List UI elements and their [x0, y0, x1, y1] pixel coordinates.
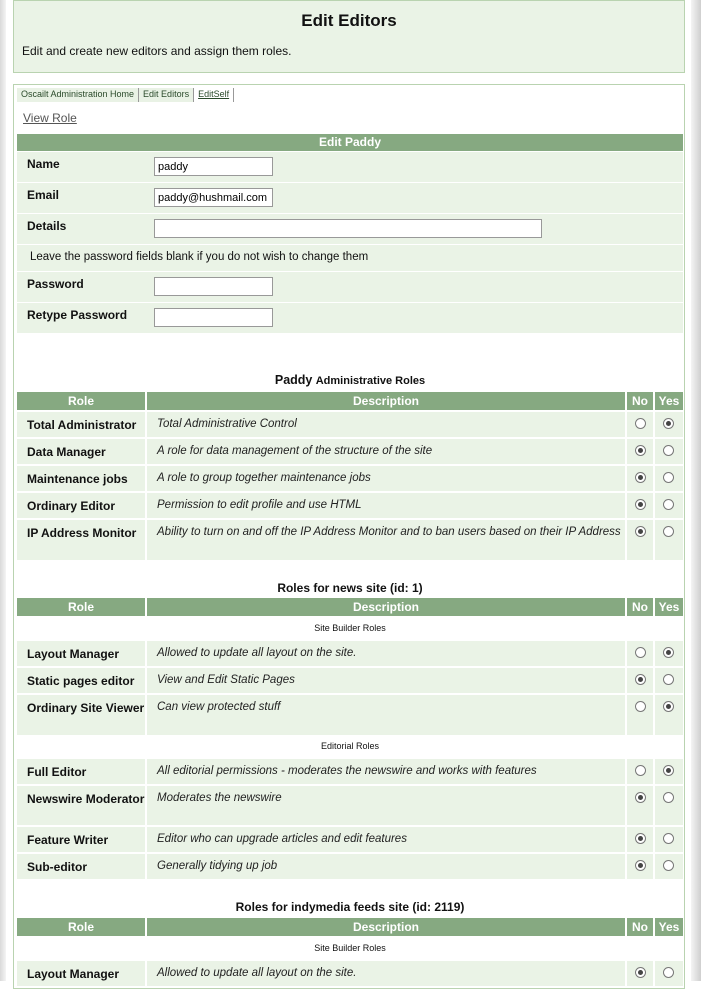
yes-radio[interactable] [663, 860, 674, 871]
yes-radio[interactable] [663, 674, 674, 685]
yes-cell [655, 520, 683, 560]
yes-radio[interactable] [663, 445, 674, 456]
role-row [17, 466, 683, 491]
yes-radio[interactable] [663, 833, 674, 844]
role-description: All editorial permissions - moderates the newswire and works with features [147, 759, 627, 784]
yes-cell [655, 695, 683, 735]
tab-edit-editors[interactable]: Edit Editors [139, 88, 194, 102]
retype-password-input[interactable] [154, 308, 273, 327]
role-row [17, 641, 683, 666]
yes-cell [655, 961, 683, 986]
name-row [17, 152, 683, 183]
no-cell [627, 854, 655, 879]
no-radio[interactable] [635, 701, 646, 712]
yes-cell [655, 786, 683, 825]
page-header [13, 0, 685, 73]
yes-radio[interactable] [663, 701, 674, 712]
role-description: Editor who can upgrade articles and edit features [147, 827, 627, 852]
yes-radio[interactable] [663, 526, 674, 537]
no-cell [627, 412, 655, 437]
admin-roles-title: Paddy Administrative Roles [274, 373, 426, 387]
role-name: Newswire Moderator [17, 786, 147, 825]
email-row [17, 183, 683, 214]
role-description: View and Edit Static Pages [147, 668, 627, 693]
no-cell [627, 641, 655, 666]
role-row [17, 759, 683, 784]
news-roles-header: Role Description No Yes [17, 598, 683, 616]
no-radio[interactable] [635, 445, 646, 456]
role-description: Total Administrative Control [147, 412, 627, 437]
role-description: Moderates the newswire [147, 786, 627, 825]
role-name: Maintenance jobs [17, 466, 147, 491]
role-description: Allowed to update all layout on the site. [147, 961, 627, 986]
window-right-edge [691, 0, 701, 981]
window-left-edge [0, 0, 6, 981]
yes-cell [655, 668, 683, 693]
role-description: Generally tidying up job [147, 854, 627, 879]
yes-cell [655, 493, 683, 518]
no-cell [627, 961, 655, 986]
news-editorial-label: Editorial Roles [320, 741, 380, 751]
role-row [17, 695, 683, 735]
role-row [17, 786, 683, 825]
page-description: Edit and create new editors and assign them roles. [22, 44, 292, 58]
password-row [17, 272, 683, 303]
yes-radio[interactable] [663, 792, 674, 803]
edit-form-title: Edit Paddy [17, 134, 683, 151]
email-label: Email [27, 188, 60, 202]
role-description: A role for data management of the structure of the site [147, 439, 627, 464]
role-description: Permission to edit profile and use HTML [147, 493, 627, 518]
role-row [17, 827, 683, 852]
role-name: IP Address Monitor [17, 520, 147, 560]
yes-cell [655, 439, 683, 464]
yes-cell [655, 854, 683, 879]
admin-roles-header: Role Description No Yes [17, 392, 683, 410]
role-description: Can view protected stuff [147, 695, 627, 735]
role-row [17, 854, 683, 879]
no-cell [627, 786, 655, 825]
yes-cell [655, 827, 683, 852]
role-description: Allowed to update all layout on the site. [147, 641, 627, 666]
no-cell [627, 466, 655, 491]
no-radio[interactable] [635, 418, 646, 429]
yes-radio[interactable] [663, 499, 674, 510]
tab-admin-home[interactable]: Oscailt Administration Home [17, 88, 139, 102]
role-name: Static pages editor [17, 668, 147, 693]
password-label: Password [27, 277, 84, 291]
role-row [17, 668, 683, 693]
no-radio[interactable] [635, 792, 646, 803]
role-description: Ability to turn on and off the IP Address Monitor and to ban users based on their IP Address [147, 520, 627, 560]
yes-radio[interactable] [663, 418, 674, 429]
yes-cell [655, 412, 683, 437]
no-radio[interactable] [635, 526, 646, 537]
yes-radio[interactable] [663, 765, 674, 776]
no-cell [627, 759, 655, 784]
no-radio[interactable] [635, 472, 646, 483]
role-name: Ordinary Editor [17, 493, 147, 518]
retype-password-row [17, 303, 683, 334]
no-cell [627, 439, 655, 464]
no-cell [627, 493, 655, 518]
role-name: Data Manager [17, 439, 147, 464]
role-name: Layout Manager [17, 961, 147, 986]
no-radio[interactable] [635, 765, 646, 776]
indymedia-roles-title: Roles for indymedia feeds site (id: 2119) [235, 900, 465, 914]
role-row [17, 412, 683, 437]
no-radio[interactable] [635, 967, 646, 978]
password-note: Leave the password fields blank if you do not wish to change them [30, 251, 369, 263]
yes-radio[interactable] [663, 647, 674, 658]
name-input[interactable] [154, 157, 273, 176]
email-input[interactable] [154, 188, 273, 207]
details-row [17, 214, 683, 245]
role-name: Layout Manager [17, 641, 147, 666]
no-radio[interactable] [635, 647, 646, 658]
no-cell [627, 668, 655, 693]
details-label: Details [27, 219, 67, 233]
no-cell [627, 520, 655, 560]
no-radio[interactable] [635, 499, 646, 510]
no-cell [627, 827, 655, 852]
role-row [17, 961, 683, 986]
view-role-link[interactable]: View Role [23, 111, 77, 125]
news-roles-title: Roles for news site (id: 1) [277, 581, 423, 595]
news-site-builder-label: Site Builder Roles [314, 623, 386, 633]
indymedia-site-builder-label: Site Builder Roles [314, 943, 386, 953]
indymedia-roles-header: Role Description No Yes [17, 918, 683, 936]
yes-radio[interactable] [663, 967, 674, 978]
role-name: Feature Writer [17, 827, 147, 852]
no-radio[interactable] [635, 833, 646, 844]
retype-password-label: Retype Password [27, 308, 128, 322]
page-title: Edit Editors [301, 11, 397, 30]
no-cell [627, 695, 655, 735]
yes-cell [655, 466, 683, 491]
role-name: Ordinary Site Viewer [17, 695, 147, 735]
yes-radio[interactable] [663, 472, 674, 483]
yes-cell [655, 759, 683, 784]
yes-cell [655, 641, 683, 666]
main-content [13, 84, 685, 989]
role-name: Full Editor [17, 759, 147, 784]
role-name: Sub-editor [17, 854, 147, 879]
name-label: Name [27, 157, 60, 171]
role-description: A role to group together maintenance jobs [147, 466, 627, 491]
tab-edit-self[interactable]: EditSelf [194, 88, 234, 102]
no-radio[interactable] [635, 674, 646, 685]
no-radio[interactable] [635, 860, 646, 871]
password-input[interactable] [154, 277, 273, 296]
password-note-row [17, 245, 683, 272]
role-row [17, 493, 683, 518]
role-name: Total Administrator [17, 412, 147, 437]
admin-nav-tabs [17, 88, 234, 102]
role-row [17, 439, 683, 464]
details-input[interactable] [154, 219, 542, 238]
role-row [17, 520, 683, 560]
